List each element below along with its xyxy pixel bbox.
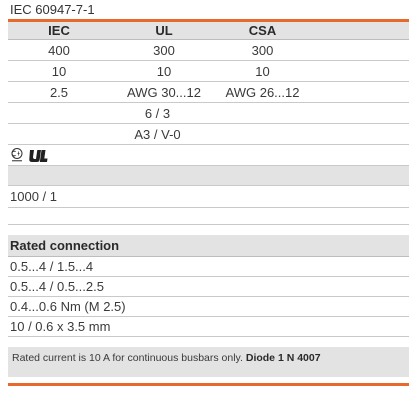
footnote-text: Rated current is 10 A for continuous busbars only.: [12, 352, 246, 364]
table-row-merged: [8, 124, 409, 145]
list-item-text: 0.5...4 / 1.5...4: [10, 259, 94, 274]
list-item-text: 0.5...4 / 0.5...2.5: [10, 279, 104, 294]
grey-band: [8, 166, 409, 186]
accent-rule-bottom: [8, 383, 409, 386]
list-item: [8, 297, 409, 317]
value-row: [8, 186, 409, 208]
footnote: [8, 347, 409, 369]
cell-ul: 10: [156, 63, 172, 79]
table-header-row: [8, 22, 409, 40]
section-title-rated-connection: Rated connection: [8, 235, 409, 257]
standard-title: IEC 60947-7-1: [10, 2, 95, 17]
list-item: [8, 277, 409, 297]
table-row: [8, 61, 409, 82]
list-item-text: 0.4...0.6 Nm (M 2.5): [10, 299, 126, 314]
cell-csa: 10: [255, 63, 270, 79]
table-row-merged: [8, 103, 409, 124]
csa-mark-icon: [10, 147, 24, 163]
cell-merged: A3 / V-0: [134, 126, 181, 142]
cell-merged: 6 / 3: [144, 105, 171, 121]
footnote-bold: Diode 1 N 4007: [245, 352, 321, 364]
certification-marks: [10, 147, 48, 163]
blank-row: [8, 208, 409, 225]
header-csa: CSA: [248, 23, 277, 38]
table-row: [8, 40, 409, 61]
cell-csa: 300: [251, 42, 274, 58]
header-ul: UL: [155, 23, 173, 38]
cell-iec: 2.5: [49, 84, 69, 100]
list-item-text: 10 / 0.6 x 3.5 mm: [10, 319, 111, 334]
header-iec: IEC: [48, 23, 70, 38]
cell-iec: 400: [48, 42, 70, 58]
cell-ul: AWG 30...12: [127, 84, 201, 100]
certification-row: [8, 145, 409, 166]
cell-ul: 300: [153, 42, 175, 58]
table-row: [8, 82, 409, 103]
cell-iec: 10: [51, 63, 67, 79]
spacer: [8, 225, 409, 235]
spacer: [8, 337, 409, 347]
list-item: [8, 317, 409, 337]
footnote-band: [8, 369, 409, 377]
list-item: [8, 257, 409, 277]
ul-recognized-icon: [28, 149, 48, 163]
datasheet: [8, 0, 409, 386]
value-text: 1000 / 1: [10, 189, 57, 204]
cell-csa: AWG 26...12: [225, 84, 300, 100]
